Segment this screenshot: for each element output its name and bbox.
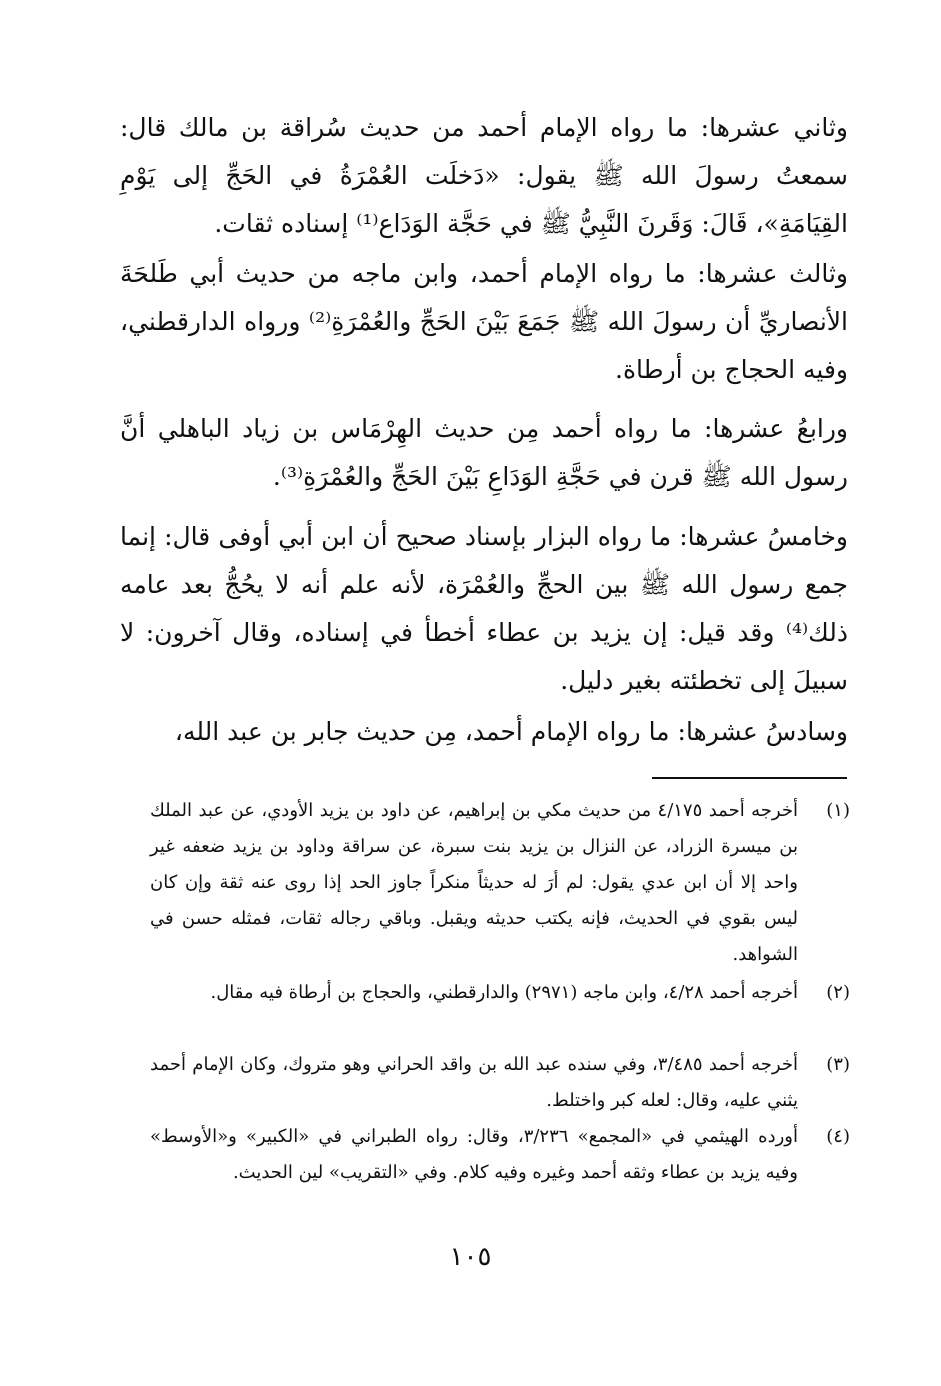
footnote-text: أخرجه أحمد ٣/٤٨٥، وفي سنده عبد الله بن واقد الحراني وهو متروك، وكان الإمام أحمد يثني عليه، وقال: لعله كبر واختلط. [150,1054,798,1111]
paragraph-fourteenth: ورابعُ عشرها: ما رواه أحمد مِن حديث الهِرْمَاس بن زياد الباهلي أنَّ رسول الله ﷺ قرن في حَجَّةِ الوَدَاعِ بَيْنَ الحَجِّ والعُمْرَةِ⁽³⁾. [120,414,848,491]
footnote [150,793,850,973]
page-number: ١٠٥ [449,1242,492,1272]
footnote [150,1119,850,1191]
footnote [150,1047,850,1119]
footnote-number: (٢) [826,982,850,1003]
paragraph-thirteenth: وثالث عشرها: ما رواه الإمام أحمد، وابن ماجه من حديث أبي طَلحَةَ الأنصاريِّ أن رسولَ الله ﷺ جَمَعَ بَيْنَ الحَجِّ والعُمْرَةِ⁽²⁾ ورواه الدارقطني، وفيه الحجاج بن أرطاة. [120,259,848,384]
paragraph-fifteenth: وخامسُ عشرها: ما رواه البزار بإسناد صحيح أن ابن أبي أوفى قال: إنما جمع رسول الله ﷺ بين الحجِّ والعُمْرَة، لأنه علم أنه لا يحُجُّ بعد عامه ذلك⁽⁴⁾ وقد قيل: إن يزيد بن عطاء أخطأ في إسناده، وقال آخرون: لا سبيلَ إلى تخطئته بغير دليل. [120,522,848,695]
footnote-number: (٤) [826,1126,850,1147]
footnote [150,975,850,1011]
footnote-text: أورده الهيثمي في «المجمع» ٣/٢٣٦، وقال: رواه الطبراني في «الكبير» و«الأوسط» وفيه يزيد بن عطاء وثقه أحمد وغيره وفيه كلام. وفي «التقريب» لين الحديث. [150,1126,798,1183]
paragraph-sixteenth: وسادسُ عشرها: ما رواه الإمام أحمد، مِن حديث جابر بن عبد الله، [174,717,848,746]
footnote-text: أخرجه أحمد ٤/١٧٥ من حديث مكي بن إبراهيم، عن داود بن يزيد الأودي، عن عبد الملك بن ميسرة الزراد، عن النزال بن يزيد بنت سبرة، عن سراقة وداود بن يزيد ضعفه غير واحد إلا أن ابن عدي يقول: لم أرَ له حديثاً منكراً جاوز الحد إذا روى عنه ثقة وإن كان ليس بقوي في الحديث، فإنه يكتب حديثه ويقبل. وباقي رجاله ثقات، فمثله حسن في الشواهد. [150,800,798,965]
paragraph-twelfth: وثاني عشرها: ما رواه الإمام أحمد من حديث سُراقة بن مالك قال: سمعتُ رسولَ الله ﷺ يقول: «دَخلَت العُمْرَةُ في الحَجِّ إلى يَوْمِ القِيَامَةِ»، قَالَ: وَقَرنَ النَّبِيُّ ﷺ في حَجَّة الوَدَاع⁽¹⁾ إسناده ثقات. [120,113,848,238]
footnote-number: (٣) [826,1054,850,1075]
footnote-number: (١) [826,800,850,821]
footnote-divider [652,777,847,779]
footnote-text: أخرجه أحمد ٤/٢٨، وابن ماجه (٢٩٧١) والدارقطني، والحجاج بن أرطاة فيه مقال. [210,982,798,1003]
